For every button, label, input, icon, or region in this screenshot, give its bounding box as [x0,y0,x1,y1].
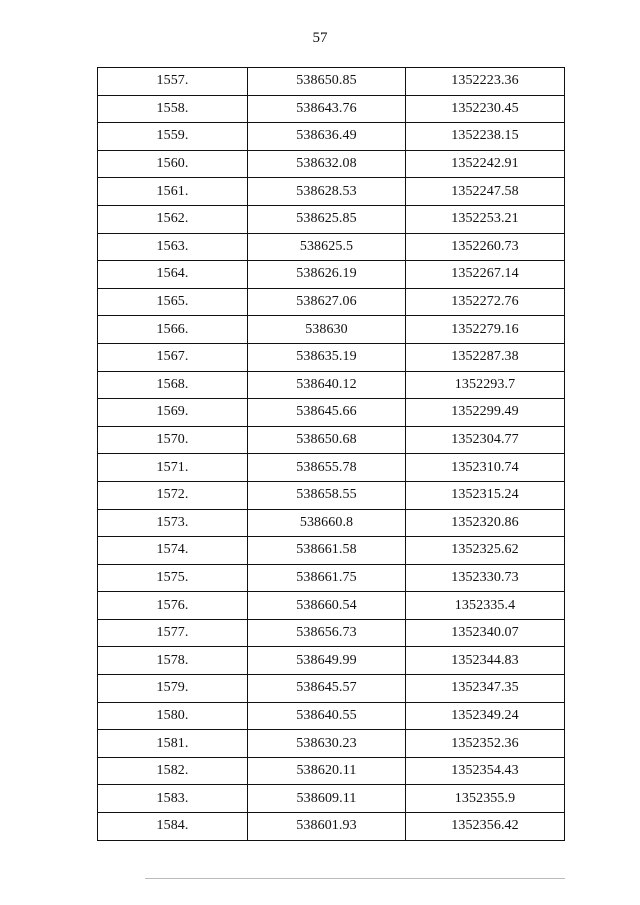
x-coordinate-cell: 538628.53 [248,178,406,206]
y-coordinate-cell: 1352242.91 [406,150,565,178]
point-number-cell: 1573. [98,509,248,537]
x-coordinate-cell: 538643.76 [248,95,406,123]
table-row [98,95,565,123]
point-number-cell: 1566. [98,316,248,344]
x-coordinate-cell: 538645.66 [248,399,406,427]
x-coordinate-cell: 538640.12 [248,371,406,399]
point-number-cell: 1577. [98,619,248,647]
x-coordinate-cell: 538645.57 [248,675,406,703]
x-coordinate-cell: 538661.75 [248,564,406,592]
table-row [98,343,565,371]
table-row [98,233,565,261]
y-coordinate-cell: 1352287.38 [406,343,565,371]
point-number-cell: 1564. [98,261,248,289]
x-coordinate-cell: 538640.55 [248,702,406,730]
y-coordinate-cell: 1352349.24 [406,702,565,730]
point-number-cell: 1579. [98,675,248,703]
x-coordinate-cell: 538650.68 [248,426,406,454]
x-coordinate-cell: 538660.8 [248,509,406,537]
y-coordinate-cell: 1352253.21 [406,205,565,233]
y-coordinate-cell: 1352279.16 [406,316,565,344]
y-coordinate-cell: 1352355.9 [406,785,565,813]
y-coordinate-cell: 1352304.77 [406,426,565,454]
x-coordinate-cell: 538620.11 [248,757,406,785]
coordinates-table [97,67,565,841]
point-number-cell: 1582. [98,757,248,785]
x-coordinate-cell: 538656.73 [248,619,406,647]
point-number-cell: 1565. [98,288,248,316]
y-coordinate-cell: 1352230.45 [406,95,565,123]
point-number-cell: 1569. [98,399,248,427]
table-row [98,205,565,233]
point-number-cell: 1560. [98,150,248,178]
table-row [98,288,565,316]
x-coordinate-cell: 538625.85 [248,205,406,233]
point-number-cell: 1574. [98,537,248,565]
point-number-cell: 1563. [98,233,248,261]
point-number-cell: 1567. [98,343,248,371]
table-row [98,647,565,675]
table-row [98,509,565,537]
y-coordinate-cell: 1352330.73 [406,564,565,592]
table-row [98,481,565,509]
table-row [98,785,565,813]
x-coordinate-cell: 538601.93 [248,813,406,841]
y-coordinate-cell: 1352356.42 [406,813,565,841]
table-row [98,730,565,758]
y-coordinate-cell: 1352315.24 [406,481,565,509]
point-number-cell: 1571. [98,454,248,482]
point-number-cell: 1583. [98,785,248,813]
y-coordinate-cell: 1352352.36 [406,730,565,758]
y-coordinate-cell: 1352247.58 [406,178,565,206]
table-row [98,150,565,178]
point-number-cell: 1562. [98,205,248,233]
point-number-cell: 1559. [98,123,248,151]
point-number-cell: 1584. [98,813,248,841]
table-row [98,537,565,565]
point-number-cell: 1581. [98,730,248,758]
y-coordinate-cell: 1352267.14 [406,261,565,289]
table-row [98,68,565,96]
table-row [98,619,565,647]
x-coordinate-cell: 538649.99 [248,647,406,675]
point-number-cell: 1557. [98,68,248,96]
y-coordinate-cell: 1352238.15 [406,123,565,151]
y-coordinate-cell: 1352335.4 [406,592,565,620]
x-coordinate-cell: 538630 [248,316,406,344]
x-coordinate-cell: 538660.54 [248,592,406,620]
y-coordinate-cell: 1352340.07 [406,619,565,647]
table-row [98,757,565,785]
y-coordinate-cell: 1352223.36 [406,68,565,96]
point-number-cell: 1572. [98,481,248,509]
point-number-cell: 1580. [98,702,248,730]
point-number-cell: 1578. [98,647,248,675]
x-coordinate-cell: 538636.49 [248,123,406,151]
table-row [98,426,565,454]
y-coordinate-cell: 1352310.74 [406,454,565,482]
point-number-cell: 1568. [98,371,248,399]
point-number-cell: 1576. [98,592,248,620]
table-row [98,592,565,620]
y-coordinate-cell: 1352272.76 [406,288,565,316]
point-number-cell: 1575. [98,564,248,592]
x-coordinate-cell: 538661.58 [248,537,406,565]
y-coordinate-cell: 1352347.35 [406,675,565,703]
table-row [98,702,565,730]
point-number-cell: 1561. [98,178,248,206]
x-coordinate-cell: 538650.85 [248,68,406,96]
coordinates-table-body [98,68,565,841]
point-number-cell: 1570. [98,426,248,454]
y-coordinate-cell: 1352354.43 [406,757,565,785]
x-coordinate-cell: 538625.5 [248,233,406,261]
y-coordinate-cell: 1352325.62 [406,537,565,565]
x-coordinate-cell: 538632.08 [248,150,406,178]
x-coordinate-cell: 538655.78 [248,454,406,482]
table-row [98,316,565,344]
y-coordinate-cell: 1352299.49 [406,399,565,427]
table-row [98,178,565,206]
y-coordinate-cell: 1352260.73 [406,233,565,261]
table-row [98,261,565,289]
table-row [98,123,565,151]
table-row [98,399,565,427]
page-number: 57 [312,30,328,46]
x-coordinate-cell: 538635.19 [248,343,406,371]
page-bottom-rule [145,878,565,879]
table-row [98,371,565,399]
x-coordinate-cell: 538630.23 [248,730,406,758]
table-row [98,675,565,703]
x-coordinate-cell: 538609.11 [248,785,406,813]
table-row [98,454,565,482]
y-coordinate-cell: 1352320.86 [406,509,565,537]
x-coordinate-cell: 538626.19 [248,261,406,289]
x-coordinate-cell: 538627.06 [248,288,406,316]
y-coordinate-cell: 1352344.83 [406,647,565,675]
table-row [98,813,565,841]
y-coordinate-cell: 1352293.7 [406,371,565,399]
point-number-cell: 1558. [98,95,248,123]
table-row [98,564,565,592]
x-coordinate-cell: 538658.55 [248,481,406,509]
